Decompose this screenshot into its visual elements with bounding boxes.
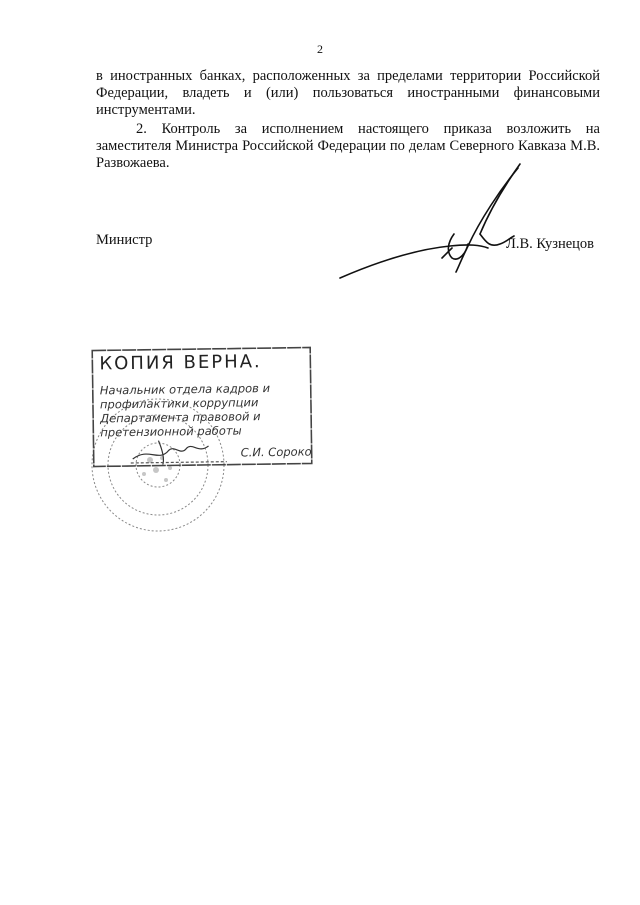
paragraph-control-clause-text: 2. Контроль за исполнением настоящего приказа возложить на заместителя Министра Российской Федерации по делам Северного Кавказа М.В. Развожаева. (96, 121, 600, 171)
signatory-position: Министр (96, 232, 153, 248)
signatory-name: Л.В. Кузнецов (506, 236, 594, 252)
stamp-line: профилактики коррупции (99, 395, 259, 412)
stamp-line: Департамента правовой и (100, 409, 261, 426)
paragraph-continuation: в иностранных банках, расположенных за пределами территории Российской Федерации, владеть и (или) пользоваться иностранными финансовыми инструментами. (96, 68, 600, 118)
stamp-line: Начальник отдела кадров и (99, 381, 271, 398)
stamp-line: претензионной работы (100, 423, 242, 440)
copy-certified-stamp (91, 346, 313, 467)
handwritten-signature (330, 150, 530, 290)
stamp-title: КОПИЯ ВЕРНА. (99, 351, 262, 375)
stamp-signer-name: С.И. Сороко (240, 444, 312, 460)
stamp-signature (128, 436, 228, 467)
page-number: 2 (317, 42, 323, 56)
